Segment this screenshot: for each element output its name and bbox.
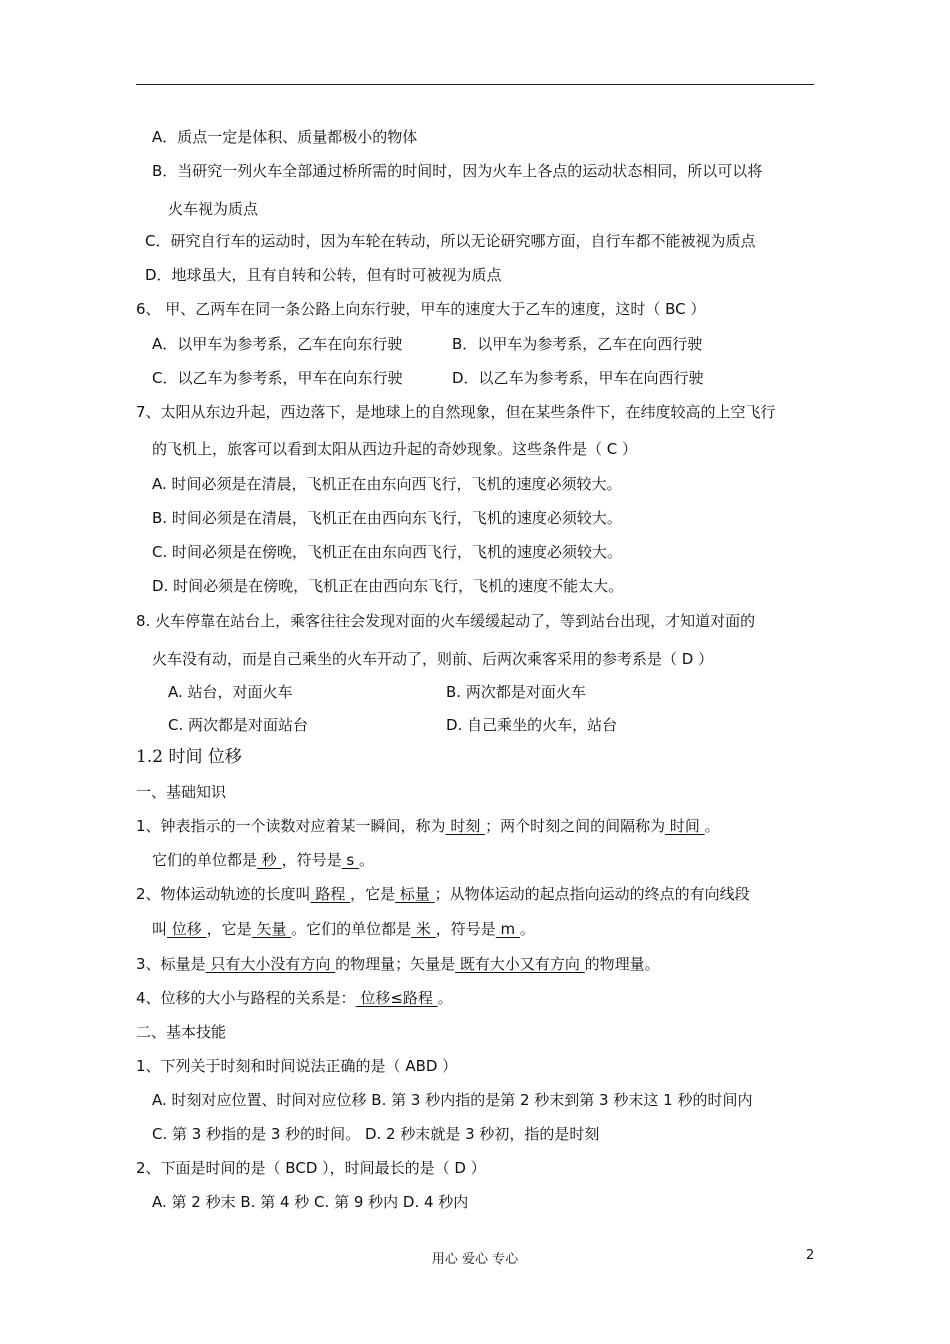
knowledge-4: 4、位移的大小与路程的关系是： 位移≤路程 。 <box>136 989 453 1007</box>
q5-option-a: A．质点一定是体积、质量都极小的物体 <box>152 128 418 146</box>
skills-heading: 二、基本技能 <box>136 1023 227 1041</box>
skill-1-options-cd: C. 第 3 秒指的是 3 秒的时间。 D. 2 秒末就是 3 秒初，指的是时刻 <box>152 1125 600 1143</box>
answer-blank: 时刻 <box>445 817 486 835</box>
q8-stem-line2: 火车没有动，而是自己乘坐的火车开动了，则前、后两次乘客采用的参考系是（ D ） <box>152 650 714 668</box>
q5-option-d: D．地球虽大，且有自转和公转，但有时可被视为质点 <box>145 266 502 284</box>
skill-1-options-ab: A. 时刻对应位置、时间对应位移 B. 第 3 秒内指的是第 2 秒末到第 3 秒末这 1 秒的时间内 <box>152 1091 753 1109</box>
q8-option-a: A. 站台，对面火车 <box>168 683 293 701</box>
q6-option-a: A．以甲车为参考系，乙车在向东行驶 <box>152 335 403 353</box>
skill-2-stem: 2、下面是时间的是（ BCD ），时间最长的是（ D ） <box>136 1159 486 1177</box>
skill-2-options: A. 第 2 秒末 B. 第 4 秒 C. 第 9 秒内 D. 4 秒内 <box>152 1193 469 1211</box>
q7-option-a: A. 时间必须是在清晨，飞机正在由东向西飞行，飞机的速度必须较大。 <box>152 475 622 493</box>
q6-option-d: D．以乙车为参考系，甲车在向西行驶 <box>452 369 704 387</box>
answer-blank: 只有大小没有方向 <box>205 955 336 973</box>
q6-stem: 6、 甲、乙两车在同一条公路上向东行驶，甲车的速度大于乙车的速度，这时（ BC ） <box>136 300 706 318</box>
answer-blank: 标量 <box>395 885 435 903</box>
q8-option-b: B. 两次都是对面火车 <box>446 683 586 701</box>
knowledge-2-line2: 叫 位移 ，它是 矢量 。它们的单位都是 米 ，符号是 m 。 <box>152 920 535 938</box>
q5-option-c: C．研究自行车的运动时，因为车轮在转动，所以无论研究哪方面，自行车都不能被视为质点 <box>145 232 756 250</box>
knowledge-1-line2: 它们的单位都是 秒 ，符号是 s 。 <box>152 851 374 869</box>
q6-option-c: C．以乙车为参考系，甲车在向东行驶 <box>152 369 403 387</box>
answer-blank: 既有大小又有方向 <box>455 955 585 973</box>
q7-option-c: C. 时间必须是在傍晚，飞机正在由东向西飞行，飞机的速度必须较大。 <box>152 543 623 561</box>
footer-motto: 用心 爱心 专心 <box>431 1252 519 1267</box>
q7-option-b: B. 时间必须是在清晨，飞机正在由西向东飞行，飞机的速度必须较大。 <box>152 509 622 527</box>
answer-blank: 时间 <box>665 817 705 835</box>
answer-blank: m <box>495 920 520 938</box>
q7-option-d: D. 时间必须是在傍晚，飞机正在由西向东飞行，飞机的速度不能太大。 <box>152 577 624 595</box>
q7-stem-line2: 的飞机上，旅客可以看到太阳从西边升起的奇妙现象。这些条件是（ C ） <box>152 440 638 458</box>
q7-stem-line1: 7、太阳从东边升起，西边落下，是地球上的自然现象，但在某些条件下，在纬度较高的上空飞行 <box>136 403 776 421</box>
q8-option-d: D. 自己乘坐的火车，站台 <box>446 716 618 734</box>
page-number: 2 <box>806 1248 815 1263</box>
q8-option-c: C. 两次都是对面站台 <box>168 716 309 734</box>
answer-blank: 路程 <box>310 885 351 903</box>
q5-option-b-line2: 火车视为质点 <box>168 200 259 218</box>
answer-blank: 秒 <box>257 851 282 869</box>
skill-1-stem: 1、下列关于时刻和时间说法正确的是（ ABD ） <box>136 1057 458 1075</box>
q6-option-b: B．以甲车为参考系，乙车在向西行驶 <box>452 335 703 353</box>
knowledge-3: 3、标量是 只有大小没有方向 的物理量；矢量是 既有大小又有方向 的物理量。 <box>136 955 660 973</box>
answer-blank: 位移≤路程 <box>355 989 438 1007</box>
basics-heading: 一、基础知识 <box>136 783 227 801</box>
answer-blank: 位移 <box>167 920 207 938</box>
answer-blank: 矢量 <box>251 920 292 938</box>
answer-blank: 米 <box>411 920 436 938</box>
section-title: 1.2 时间 位移 <box>136 747 242 767</box>
header-rule <box>136 84 814 85</box>
q5-option-b-line1: B．当研究一列火车全部通过桥所需的时间时，因为火车上各点的运动状态相同，所以可以将 <box>152 162 763 180</box>
knowledge-2-line1: 2、物体运动轨迹的长度叫 路程 ，它是 标量 ；从物体运动的起点指向运动的终点的有向线段 <box>136 885 750 903</box>
answer-blank: s <box>341 851 359 869</box>
q8-stem-line1: 8. 火车停靠在站台上，乘客往往会发现对面的火车缓缓起动了，等到站台出现，才知道对面的 <box>136 612 756 630</box>
knowledge-1-line1: 1、钟表指示的一个读数对应着某一瞬间，称为 时刻 ；两个时刻之间的间隔称为 时间 。 <box>136 817 720 835</box>
